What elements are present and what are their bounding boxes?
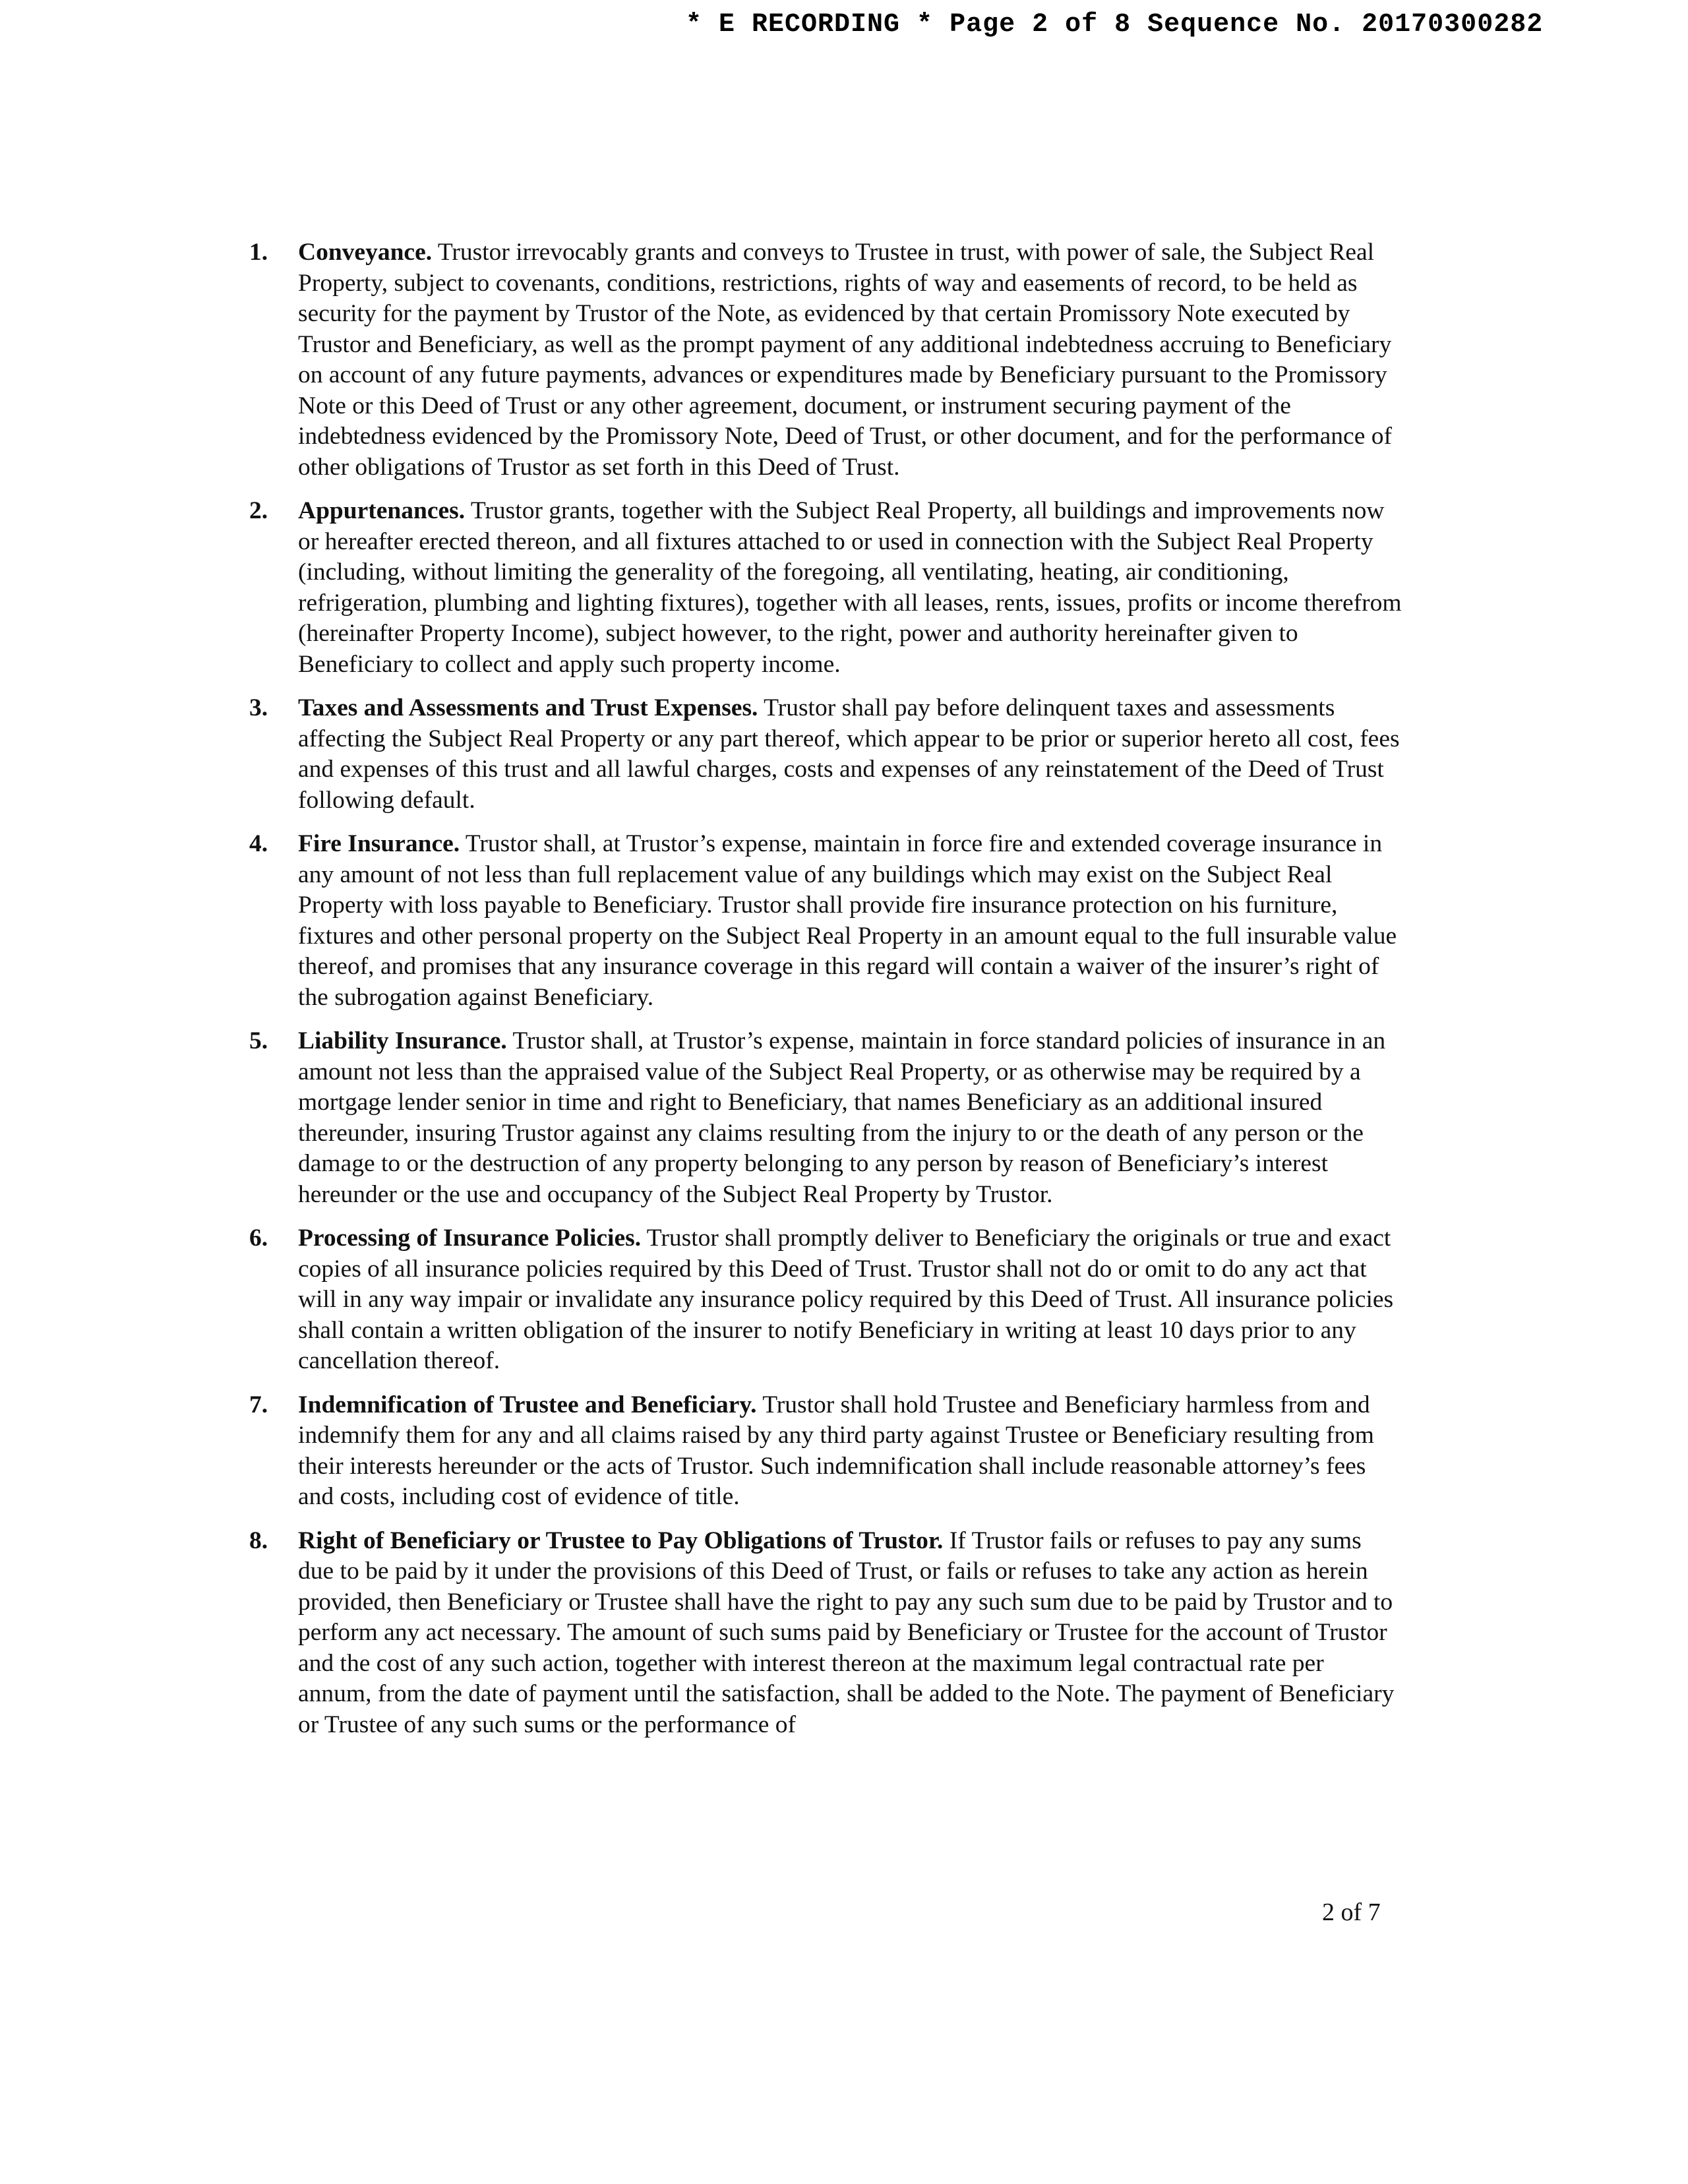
clause-number: 7. — [249, 1391, 268, 1418]
clause-number: 1. — [249, 239, 268, 266]
clause-item — [249, 1390, 1403, 1513]
clause-number: 4. — [249, 830, 268, 857]
clause-number: 3. — [249, 694, 268, 721]
clause-heading: Liability Insurance. — [298, 1027, 507, 1054]
clause-heading: Indemnification of Trustee and Beneficiary. — [298, 1391, 757, 1418]
clause-number: 8. — [249, 1527, 268, 1554]
clause-number: 2. — [249, 497, 268, 524]
clause-item — [249, 237, 1403, 483]
clause-body: Trustor shall pay before delinquent taxes and assessments affecting the Subject Real Property or any part thereof, which appear to be prior or superior hereto all cost, fees and expenses of this trust and all lawful charges, costs and expenses of any reinstatement of the Deed of Trust following default. — [298, 694, 1400, 814]
clause-body: Trustor shall promptly deliver to Beneficiary the originals or true and exact copies of all insurance policies required by this Deed of Trust. Trustor shall not do or omit to do any act that will in any way impair or invalidate any insurance policy required by this Deed of Trust. All insurance policies shall contain a written obligation of the insurer to notify Beneficiary in writing at least 10 days prior to any cancellation thereof. — [298, 1225, 1394, 1374]
clause-item — [249, 496, 1403, 680]
clause-heading: Conveyance. — [298, 239, 433, 266]
clause-heading: Right of Beneficiary or Trustee to Pay Obligations of Trustor. — [298, 1527, 944, 1554]
clause-list — [249, 237, 1403, 1753]
clause-heading: Processing of Insurance Policies. — [298, 1225, 642, 1252]
clause-body: Trustor shall, at Trustor’s expense, maintain in force standard policies of insurance in an amount not less than the appraised value of the Subject Real Property, or as otherwise may be required by a mortgage lender senior in time and right to Beneficiary, that names Beneficiary as an additional insured thereunder, insuring Trustor against any claims resulting from the injury to or the death of any person or the damage to or the destruction of any property belonging to any person by reason of Beneficiary’s interest hereunder or the use and occupancy of the Subject Real Property by Trustor. — [298, 1027, 1386, 1208]
clause-item — [249, 829, 1403, 1013]
clause-item — [249, 1526, 1403, 1741]
page-number: 2 of 7 — [1322, 1898, 1381, 1926]
clause-item — [249, 1223, 1403, 1377]
clause-item — [249, 1026, 1403, 1210]
clause-heading: Fire Insurance. — [298, 830, 460, 857]
recording-header: * E RECORDING * Page 2 of 8 Sequence No. 20170300282 — [686, 10, 1544, 40]
clause-number: 5. — [249, 1027, 268, 1054]
clause-body: If Trustor fails or refuses to pay any sums due to be paid by it under the provisions of this Deed of Trust, or fails or refuses to take any action as herein provided, then Beneficiary or Trustee shall have the right to pay any such sum due to be paid by Trustor and to perform any act necessary. The amount of such sums paid by Beneficiary or Trustee for the account of Trustor and the cost of any such action, together with interest thereon at the maximum legal contractual rate per annum, from the date of payment until the satisfaction, shall be added to the Note. The payment of Beneficiary or Trustee of any such sums or the performance of — [298, 1527, 1395, 1738]
clause-body: Trustor grants, together with the Subject Real Property, all buildings and improvements now or hereafter erected thereon, and all fixtures attached to or used in connection with the Subject Real Property (including, without limiting the generality of the foregoing, all ventilating, heating, air conditioning, refrigeration, plumbing and lighting fixtures), together with all leases, rents, issues, profits or income therefrom (hereinafter Property Income), subject however, to the right, power and authority hereinafter given to Beneficiary to collect and apply such property income. — [298, 497, 1402, 678]
clause-body: Trustor shall, at Trustor’s expense, maintain in force fire and extended coverage insurance in any amount of not less than full replacement value of any buildings which may exist on the Subject Real Property with loss payable to Beneficiary. Trustor shall provide fire insurance protection on his furniture, fixtures and other personal property on the Subject Real Property in an amount equal to the full insurable value thereof, and promises that any insurance coverage in this regard will contain a waiver of the insurer’s right of the subrogation against Beneficiary. — [298, 830, 1397, 1011]
clause-heading: Taxes and Assessments and Trust Expenses. — [298, 694, 758, 721]
clause-item — [249, 693, 1403, 816]
clause-body: Trustor irrevocably grants and conveys to Trustee in trust, with power of sale, the Subject Real Property, subject to covenants, conditions, restrictions, rights of way and easements of record, to be held as security for the payment by Trustor of the Note, as evidenced by that certain Promissory Note executed by Trustor and Beneficiary, as well as the prompt payment of any additional indebtedness accruing to Beneficiary on account of any future payments, advances or expenditures made by Beneficiary pursuant to the Promissory Note or this Deed of Trust or any other agreement, document, or instrument securing payment of the indebtedness evidenced by the Promissory Note, Deed of Trust, or other document, and for the performance of other obligations of Trustor as set forth in this Deed of Trust. — [298, 239, 1392, 481]
clause-body: Trustor shall hold Trustee and Beneficiary harmless from and indemnify them for any and all claims raised by any third party against Trustee or Beneficiary resulting from their interests hereunder or the acts of Trustor. Such indemnification shall include reasonable attorney’s fees and costs, including cost of evidence of title. — [298, 1391, 1374, 1510]
clause-number: 6. — [249, 1225, 268, 1252]
clause-heading: Appurtenances. — [298, 497, 466, 524]
